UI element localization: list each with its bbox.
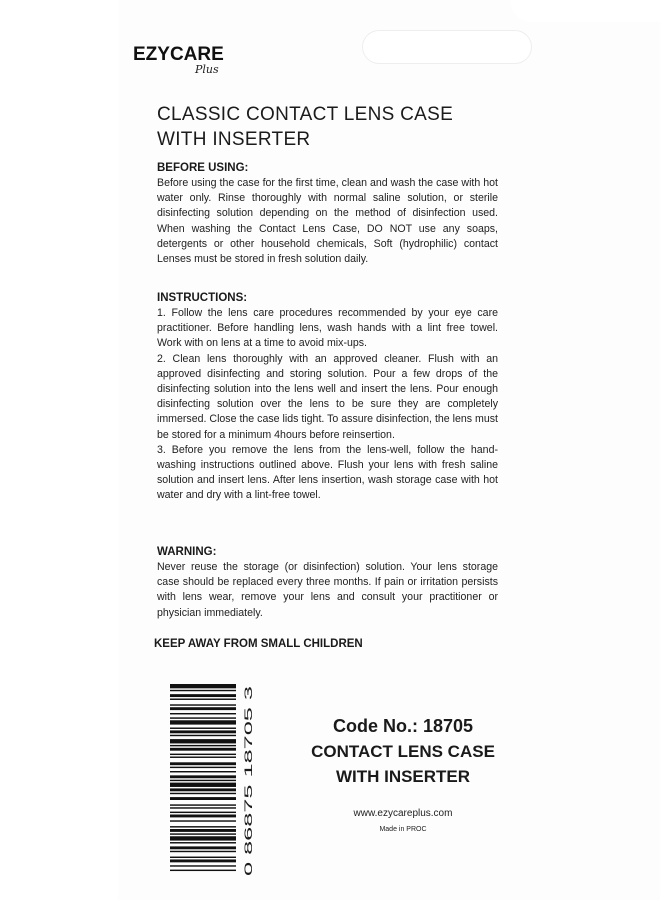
barcode-bar [170,797,236,800]
barcode-bar [170,690,236,691]
barcode [166,680,266,876]
barcode-bar [170,745,236,746]
barcode-bar [170,704,236,705]
product-name-line-2: WITH INSERTER [335,767,471,786]
barcode-bar [170,728,236,729]
barcode-bar [170,699,236,700]
product-name-line-1: CONTACT LENS CASE [311,742,495,761]
keep-away-notice: KEEP AWAY FROM SMALL CHILDREN [154,638,363,650]
warning-heading: WARNING: [157,546,217,558]
before-using-text: Before using the case for the first time, clean and wash the case with hot water only. Rinse thoroughly with normal saline solution, or sterile disinfecting solution depending on the method of disinfection used. When washing the Contact Lens Case, DO NOT use any soaps, detergents or other household chemicals, Soft (hydrophilic) contact Lenses must be stored in fresh solution daily. [157,177,498,266]
before-using-section [157,160,498,267]
instructions-section [157,290,498,504]
barcode-bar [170,739,236,743]
barcode-bar [170,807,236,808]
corner-cut [510,0,660,22]
barcode-bar [170,735,236,736]
barcode-bar [170,730,236,733]
barcode-bar [170,684,236,688]
barcode-bar [170,788,236,791]
barcode-bar [170,865,236,866]
barcode-bar [170,846,236,849]
instruction-step-3: 3. Before you remove the lens from the lens-well, follow the hand-washing instructions outlined above. Flush your lens with fresh saline solution and insert lens. After lens insertion, wash storage case with hot water and dry with a lint-free towel. [157,443,498,502]
page-title [157,102,497,152]
barcode-bar [170,842,236,843]
warning-section [157,544,498,621]
barcode-digits [240,680,256,876]
barcode-bar [170,833,236,834]
barcode-bar [170,836,236,840]
barcode-bar [170,762,236,765]
title-line-2: WITH INSERTER [157,129,311,150]
barcode-bar [170,851,236,852]
barcode-bar [170,820,236,821]
product-code: Code No.: 18705 [332,716,474,736]
barcode-bar [170,826,236,827]
barcode-bar [170,793,236,794]
barcode-bar [170,775,236,778]
barcode-number: 0 86875 18705 3 [243,793,255,876]
title-line-1: CLASSIC CONTACT LENS CASE [157,104,454,125]
warning-text: Never reuse the storage (or disinfection) solution. Your lens storage case should be replaced every three months. If pain or irritation persists with lens wear, remove your lens and consult your practitioner or physician immediately. [157,561,498,619]
barcode-bar [170,717,236,718]
barcode-bar [170,815,236,818]
instruction-step-2: 2. Clean lens thoroughly with an approved cleaner. Flush with an approved disinfecting and storing solution. Pour a few drops of the disinfecting solution into the lens well and insert the lens. Pour enough disinfecting solution over the lens to be sure they are completely immersed. Close the case lids tight. To assure disinfection, the lens must be stored for a minimum 4hours before reinsertion. [157,352,498,441]
barcode-bar [170,780,236,781]
barcode-bar [170,767,236,768]
barcode-bar [170,857,236,858]
barcode-bar [170,859,236,862]
barcode-bar [170,829,236,832]
barcode-bar [170,757,236,758]
before-using-heading: BEFORE USING: [157,162,249,174]
barcode-bar [170,748,236,751]
barcode-bar [170,754,236,755]
barcode-bar [170,707,236,710]
barcode-bar [170,720,236,724]
brand-name: EZYCARE [133,44,224,65]
website-link[interactable]: www.ezycareplus.com [353,808,453,819]
barcode-bar [170,713,236,714]
brand-sub: Plus [195,63,219,76]
barcode-bar [170,694,236,697]
made-in-label: Made in PROC [379,826,427,833]
hang-hole [362,30,532,64]
instructions-heading: INSTRUCTIONS: [157,292,248,304]
barcode-bar [170,804,236,805]
barcode-bars [166,680,240,876]
barcode-bar [170,812,236,813]
brand-logo [133,44,229,84]
barcode-bar [170,771,236,772]
barcode-bar [170,870,236,871]
instruction-step-1: 1. Follow the lens care procedures recommended by your eye care practitioner. Before handling lens, wash hands with a lint free towel. Work with on lens at a time to avoid mix-ups. [157,307,498,350]
barcode-bar [170,783,236,787]
